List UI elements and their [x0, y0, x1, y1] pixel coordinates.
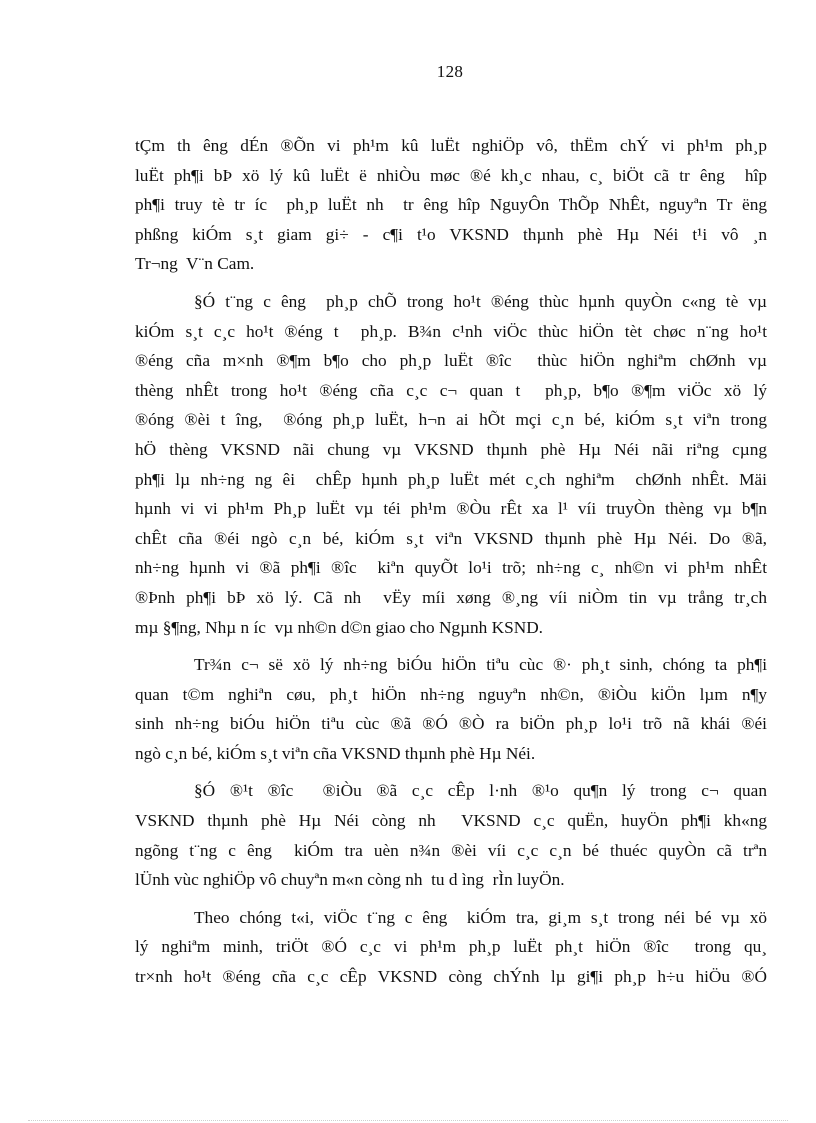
- text-line: hÖ thèng VKSND nãi chung vµ VKSND thµnh phè Hµ Néi nãi riªng cµng: [135, 439, 767, 459]
- text-line: luËt ph¶i bÞ xö lý kû luËt ë nhiÒu møc ®é kh¸c nhau, c¸ biÖt cã tr êng hîp: [135, 165, 767, 185]
- page-bottom-rule: [28, 1120, 788, 1121]
- text-line: ngõng t¨ng c êng kiÓm tra uèn n¾n ®èi víi c¸c c¸n bé thuéc quyÒn cã trªn: [135, 840, 767, 860]
- paragraph: [135, 903, 767, 992]
- paragraph: [135, 287, 767, 642]
- text-line: thèng nhÊt trong ho¹t ®éng cña c¸c c¬ quan t ph¸p, b¶o ®¶m viÖc xö lý: [135, 380, 767, 400]
- page-number: 128: [436, 62, 464, 81]
- text-line: VSKND thµnh phè Hµ Néi còng nh VKSND c¸c quËn, huyÖn ph¶i kh«ng: [135, 811, 767, 831]
- text-line: kiÓm s¸t c¸c ho¹t ®éng t ph¸p. B¾n c¹nh viÖc thùc hiÖn tèt chøc n¨ng ho¹t: [135, 321, 767, 341]
- text-line: §Ó ®¹t ®îc ®iÒu ®ã c¸c cÊp l·nh ®¹o qu¶n lý trong c¬ quan: [194, 781, 767, 801]
- text-line: sinh nh÷ng biÓu hiÖn tiªu cùc ®ã ®Ó ®Ò ra biÖn ph¸p lo¹i trõ nã khái ®éi: [135, 714, 767, 734]
- text-line: ph¶i lµ nh÷ng ng êi chÊp hµnh ph¸p luËt mét c¸ch nghiªm chØnh nhÊt. Mäi: [135, 469, 767, 489]
- text-line: tr×nh ho¹t ®éng cña c¸c cÊp VKSND còng chÝnh lµ gi¶i ph¸p h÷u hiÖu ®Ó: [135, 967, 767, 987]
- text-line: Theo chóng t«i, viÖc t¨ng c êng kiÓm tra, gi¸m s¸t trong néi bé vµ xö: [194, 907, 767, 927]
- paragraph: [135, 776, 767, 894]
- text-line: nh÷ng hµnh vi ®ã ph¶i ®îc kiªn quyÕt lo¹i trõ; nh÷ng c¸ nh©n vi ph¹m nhÊt: [135, 558, 767, 578]
- text-line: ®éng cña m×nh ®¶m b¶o cho ph¸p luËt ®îc thùc hiÖn nghiªm chØnh vµ: [135, 351, 767, 371]
- text-line: ®óng ®èi t îng, ®óng ph¸p luËt, h¬n ai hÕt mçi c¸n bé, kiÓm s¸t viªn trong: [135, 410, 767, 430]
- text-line: tÇm th êng dÉn ®Õn vi ph¹m kû luËt nghiÖp vô, thËm chÝ vi ph¹m ph¸p: [135, 136, 767, 155]
- text-line: hµnh vi vi ph¹m Ph¸p luËt vµ téi ph¹m ®Òu rÊt xa l¹ víi truyÒn thèng vµ b¶n: [135, 499, 767, 519]
- text-line: Tr¾n c¬ së xö lý nh÷ng biÓu hiÖn tiªu cùc ®· ph¸t sinh, chóng ta ph¶i: [194, 655, 767, 675]
- text-line: quan t©m nghiªn cøu, ph¸t hiÖn nh÷ng nguyªn nh©n, ®iÒu kiÖn lµm n¶y: [135, 684, 767, 704]
- text-line: chÊt cña ®éi ngò c¸n bé, kiÓm s¸t viªn VKSND thµnh phè Hµ Néi. Do ®ã,: [135, 528, 767, 548]
- text-line: lÜnh vùc nghiÖp vô chuyªn m«n còng nh tu d ìng rÌn luyÖn.: [135, 870, 565, 890]
- text-line: ph¶i truy tè tr íc ph¸p luËt nh tr êng hîp NguyÔn ThÕp NhÊt, nguyªn Tr ëng: [135, 195, 767, 215]
- text-line: mµ §¶ng, Nhµ n íc vµ nh©n d©n giao cho Ngµnh KSND.: [135, 617, 543, 637]
- text-line: ®Þnh ph¶i bÞ xö lý. Cã nh vËy míi xøng ®¸ng víi niÒm tin vµ trång tr¸ch: [135, 587, 767, 607]
- paragraph: [135, 650, 767, 768]
- text-line: lý nghiªm minh, triÖt ®Ó c¸c vi ph¹m ph¸p luËt ph¸t hiÖn ®îc trong qu¸: [135, 937, 767, 957]
- text-line: phßng kiÓm s¸t giam gi÷ - c¶i t¹o VKSND thµnh phè Hµ Néi t¹i vô ¸n: [135, 224, 767, 244]
- text-line: Tr¬ng V¨n Cam.: [135, 254, 255, 274]
- text-line: §Ó t¨ng c êng ph¸p chÕ trong ho¹t ®éng thùc hµnh quyÒn c«ng tè vµ: [194, 291, 767, 311]
- body-text: [135, 131, 767, 992]
- paragraph: [135, 131, 767, 279]
- text-line: ngò c¸n bé, kiÓm s¸t viªn cña VKSND thµnh phè Hµ Néi.: [135, 743, 536, 763]
